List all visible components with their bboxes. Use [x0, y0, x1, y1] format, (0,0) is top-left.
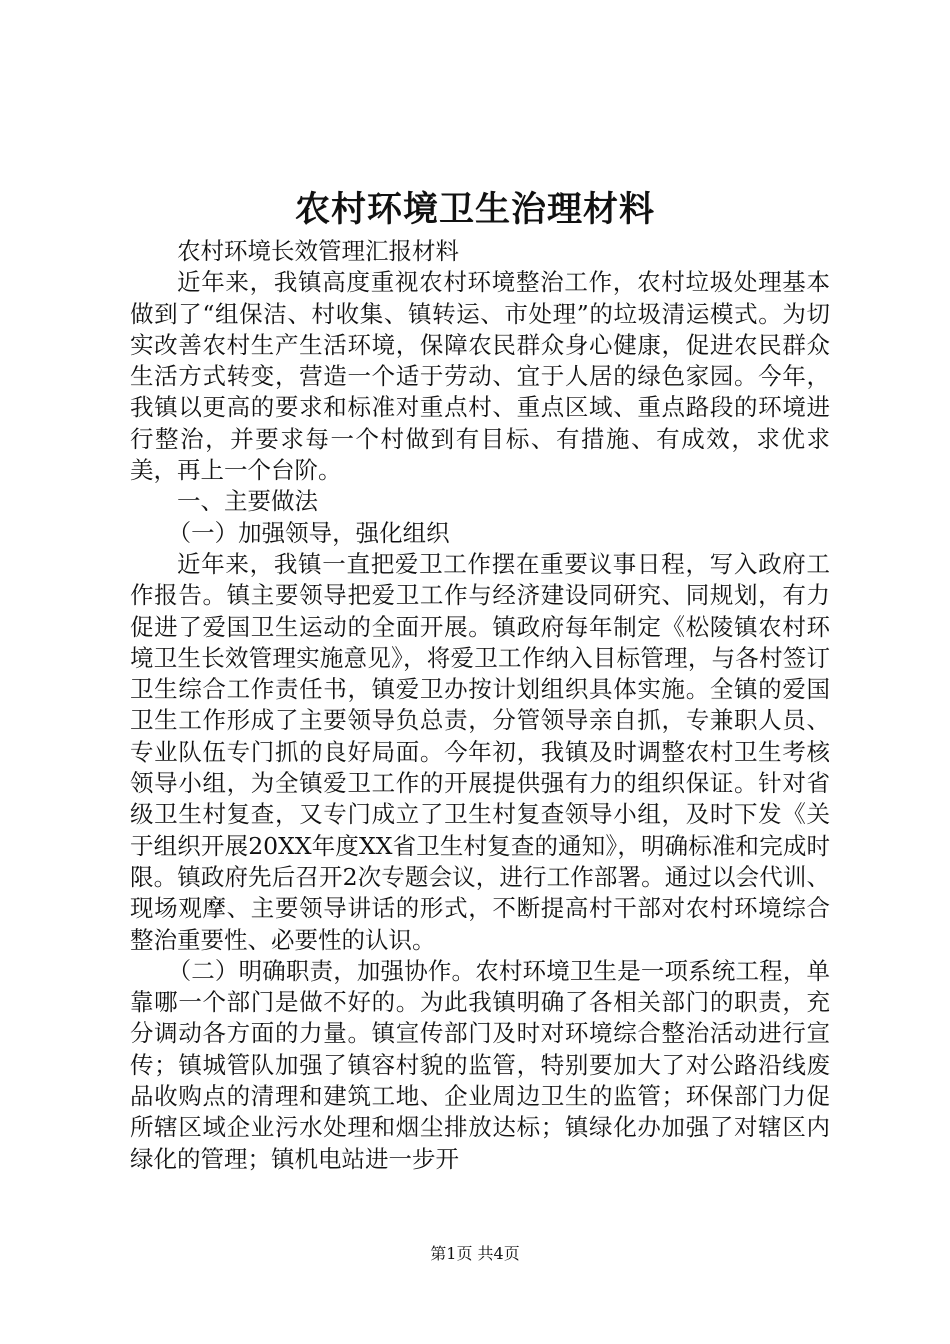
- section-heading: 一、主要做法: [177, 487, 318, 516]
- subsection-heading: （一）加强领导，强化组织: [167, 518, 450, 547]
- document-body: [130, 236, 830, 1175]
- document-title: 农村环境卫生治理材料: [294, 189, 655, 230]
- page-footer: 第1页 共4页: [430, 1244, 520, 1263]
- subtitle-paragraph: 农村环境长效管理汇报材料: [177, 237, 459, 265]
- body-paragraph: （二）明确职责，加强协作。农村环境卫生是一项系统工程，单靠哪一个部门是做不好的。为此我镇明确了各相关部门的职责，充分调动各方面的力量。镇宣传部门及时对环境综合整治活动进行宣传；镇城管队加强了镇容村貌的监管，特别要加大了对公路沿线废品收购点的清理和建筑工地、企业周边卫生的监管；环保部门力促所辖区域企业污水处理和烟尘排放达标；镇绿化办加强了对辖区内绿化的管理；镇机电站进一步开: [130, 956, 830, 1173]
- intro-paragraph: 近年来，我镇高度重视农村环境整治工作，农村垃圾处理基本做到了“组保洁、村收集、镇转运、市处理”的垃圾清运模式。为切实改善农村生产生活环境，保障农民群众身心健康，促进农民群众生活方式转变，营造一个适于劳动、宜于人居的绿色家园。今年，我镇以更高的要求和标准对重点村、重点区域、重点路段的环境进行整治，并要求每一个村做到有目标、有措施、有成效，求优求美，再上一个台阶。: [130, 268, 830, 485]
- body-paragraph: 近年来，我镇一直把爱卫工作摆在重要议事日程，写入政府工作报告。镇主要领导把爱卫工作与经济建设同研究、同规划，有力促进了爱国卫生运动的全面开展。镇政府每年制定《松陵镇农村环境卫生长效管理实施意见》，将爱卫工作纳入目标管理，与各村签订卫生综合工作责任书，镇爱卫办按计划组织具体实施。全镇的爱国卫生工作形成了主要领导负总责，分管领导亲自抓，专兼职人员、专业队伍专门抓的良好局面。今年初，我镇及时调整农村卫生考核领导小组，为全镇爱卫工作的开展提供强有力的组织保证。针对省级卫生村复查，又专门成立了卫生村复查领导小组，及时下发《关于组织开展20XX年度XX省卫生村复查的通知》，明确标准和完成时限。镇政府先后召开2次专题会议，进行工作部署。通过以会代训、现场观摩、主要领导讲话的形式，不断提高村干部对农村环境综合整治重要性、必要性的认识。: [130, 549, 830, 954]
